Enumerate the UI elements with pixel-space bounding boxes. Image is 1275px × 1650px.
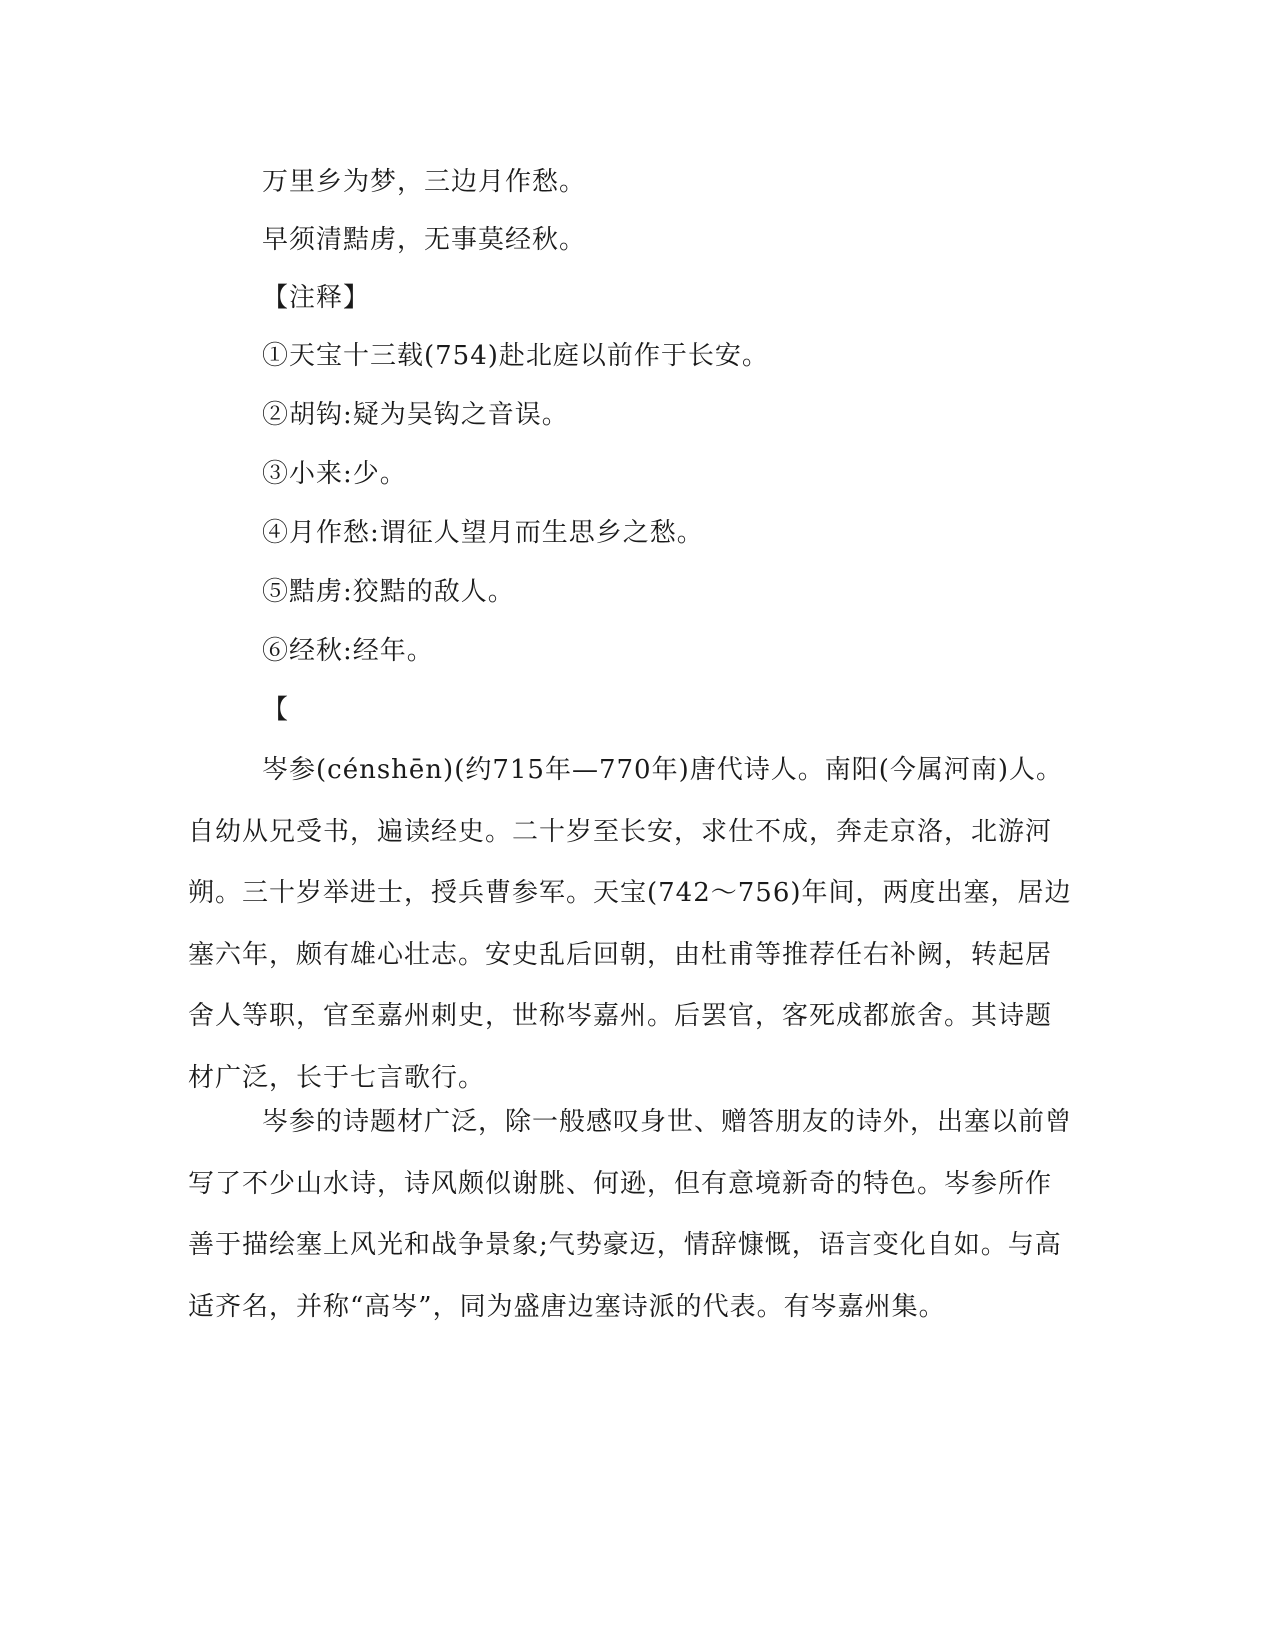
author-heading: 【 (262, 695, 290, 725)
note-item-3: ③小来:少。 (262, 459, 407, 489)
note-item-1: ①天宝十三载(754)赴北庭以前作于长安。 (262, 341, 769, 371)
author-poetry-paragraph: 岑参的诗题材广泛，除一般感叹身世、赠答朋友的诗外，出塞以前曾写了不少山水诗，诗风颇似谢朓、何逊，但有意境新奇的特色。岑参所作善于描绘塞上风光和战争景象;气势豪迈，情辞慷慨，语言变化自如。与高适齐名，并称“高岑”，同为盛唐边塞诗派的代表。有岑嘉州集。 (188, 1107, 1073, 1322)
poem-line-1: 万里乡为梦，三边月作愁。 (262, 167, 587, 197)
note-item-4: ④月作愁:谓征人望月而生思乡之愁。 (262, 518, 704, 548)
note-item-2: ②胡钩:疑为吴钩之音误。 (262, 400, 569, 430)
poem-line-2: 早须清黠虏，无事莫经秋。 (262, 225, 587, 255)
author-biography-paragraph: 岑参(cénshēn)(约715年—770年)唐代诗人。南阳(今属河南)人。自幼从兄受书，遍读经史。二十岁至长安，求仕不成，奔走京洛，北游河朔。三十岁举进士，授兵曹参军。天宝(742～756)年间，两度出塞，居边塞六年，颇有雄心壮志。安史乱后回朝，由杜甫等推荐任右补阙，转起居舍人等职，官至嘉州刺史，世称岑嘉州。后罢官，客死成都旅舍。其诗题材广泛，长于七言歌行。 (188, 755, 1072, 1093)
notes-heading: 【注释】 (262, 283, 371, 313)
note-item-6: ⑥经秋:经年。 (262, 636, 434, 666)
note-item-5: ⑤黠虏:狡黠的敌人。 (262, 577, 515, 607)
